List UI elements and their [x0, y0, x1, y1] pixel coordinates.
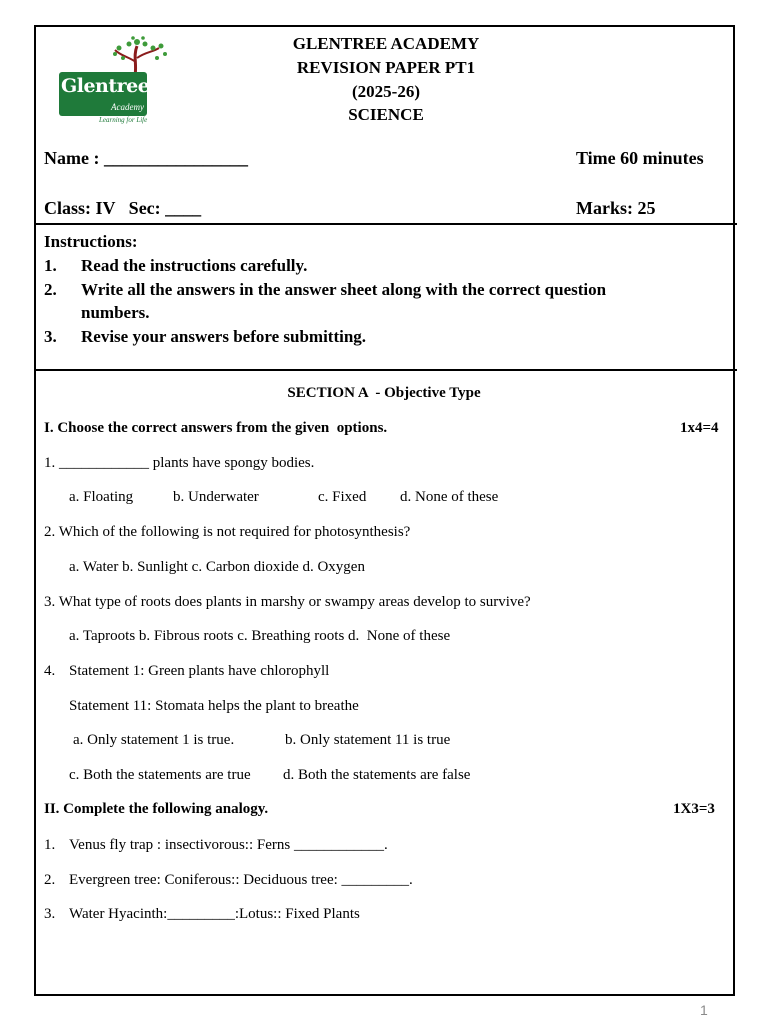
analogy-2: Evergreen tree: Coniferous:: Deciduous tree: _________.: [69, 872, 413, 888]
instruction-number: 3.: [44, 327, 57, 346]
marks-label: Marks: 25: [576, 198, 656, 218]
option-c: c. Fixed: [318, 489, 367, 505]
option-a: a. Only statement 1 is true.: [73, 732, 235, 748]
divider-header: [34, 223, 737, 225]
instruction-text-continued: numbers.: [81, 303, 150, 322]
instruction-text: Revise your answers before submitting.: [81, 327, 367, 346]
instruction-number: 1.: [44, 256, 57, 275]
subject-title: SCIENCE: [348, 105, 424, 124]
instruction-text: Read the instructions carefully.: [81, 256, 308, 275]
part-1-marks: 1x4=4: [680, 420, 719, 436]
question-3-options: a. Taproots b. Fibrous roots c. Breathing roots d. None of these: [69, 628, 451, 644]
logo-subtitle: Academy: [111, 102, 144, 112]
question-2-options: a. Water b. Sunlight c. Carbon dioxide d. Oxygen: [69, 559, 365, 575]
name-field: Name : ________________: [44, 148, 248, 168]
tree-icon: [57, 36, 183, 76]
page-number: 1: [700, 1002, 708, 1018]
option-a: a. Floating: [69, 489, 134, 505]
logo-tagline: Learning for Life: [99, 116, 148, 124]
divider-instructions: [34, 369, 737, 371]
question-4-statement-1: Statement 1: Green plants have chlorophyll: [69, 663, 330, 679]
part-2-heading: II. Complete the following analogy.: [44, 801, 269, 817]
time-label: Time 60 minutes: [576, 148, 704, 168]
part-1-heading: I. Choose the correct answers from the given options.: [44, 420, 388, 436]
question-3: 3. What type of roots does plants in marshy or swampy areas develop to survive?: [44, 594, 531, 610]
class-section-field: Class: IV Sec: ____: [44, 198, 202, 218]
analogy-1: Venus fly trap : insectivorous:: Ferns ____________.: [69, 837, 388, 853]
option-b: b. Only statement 11 is true: [285, 732, 451, 748]
analogy-number: 2.: [44, 872, 56, 888]
academic-year: (2025-26): [352, 82, 420, 101]
paper-title: REVISION PAPER PT1: [296, 58, 476, 77]
question-1: 1. ____________ plants have spongy bodies.: [44, 455, 315, 471]
part-2-marks: 1X3=3: [673, 801, 715, 817]
analogy-number: 1.: [44, 837, 56, 853]
question-4-number: 4.: [44, 663, 56, 679]
option-b: b. Underwater: [173, 489, 259, 505]
instructions-title: Instructions:: [44, 232, 138, 251]
section-a-title: SECTION A - Objective Type: [287, 385, 481, 401]
question-4-statement-2: Statement 11: Stomata helps the plant to breathe: [69, 698, 359, 714]
option-d: d. None of these: [400, 489, 499, 505]
school-name: GLENTREE ACADEMY: [292, 34, 480, 53]
instruction-text: Write all the answers in the answer sheet along with the correct question: [81, 280, 607, 299]
analogy-3: Water Hyacinth:_________:Lotus:: Fixed Plants: [69, 906, 360, 922]
option-d: d. Both the statements are false: [283, 767, 471, 783]
option-c: c. Both the statements are true: [69, 767, 251, 783]
school-logo: [57, 36, 183, 126]
analogy-number: 3.: [44, 906, 56, 922]
logo-wordmark: Glentree: [61, 75, 150, 97]
instruction-number: 2.: [44, 280, 57, 299]
question-2: 2. Which of the following is not required for photosynthesis?: [44, 524, 411, 540]
